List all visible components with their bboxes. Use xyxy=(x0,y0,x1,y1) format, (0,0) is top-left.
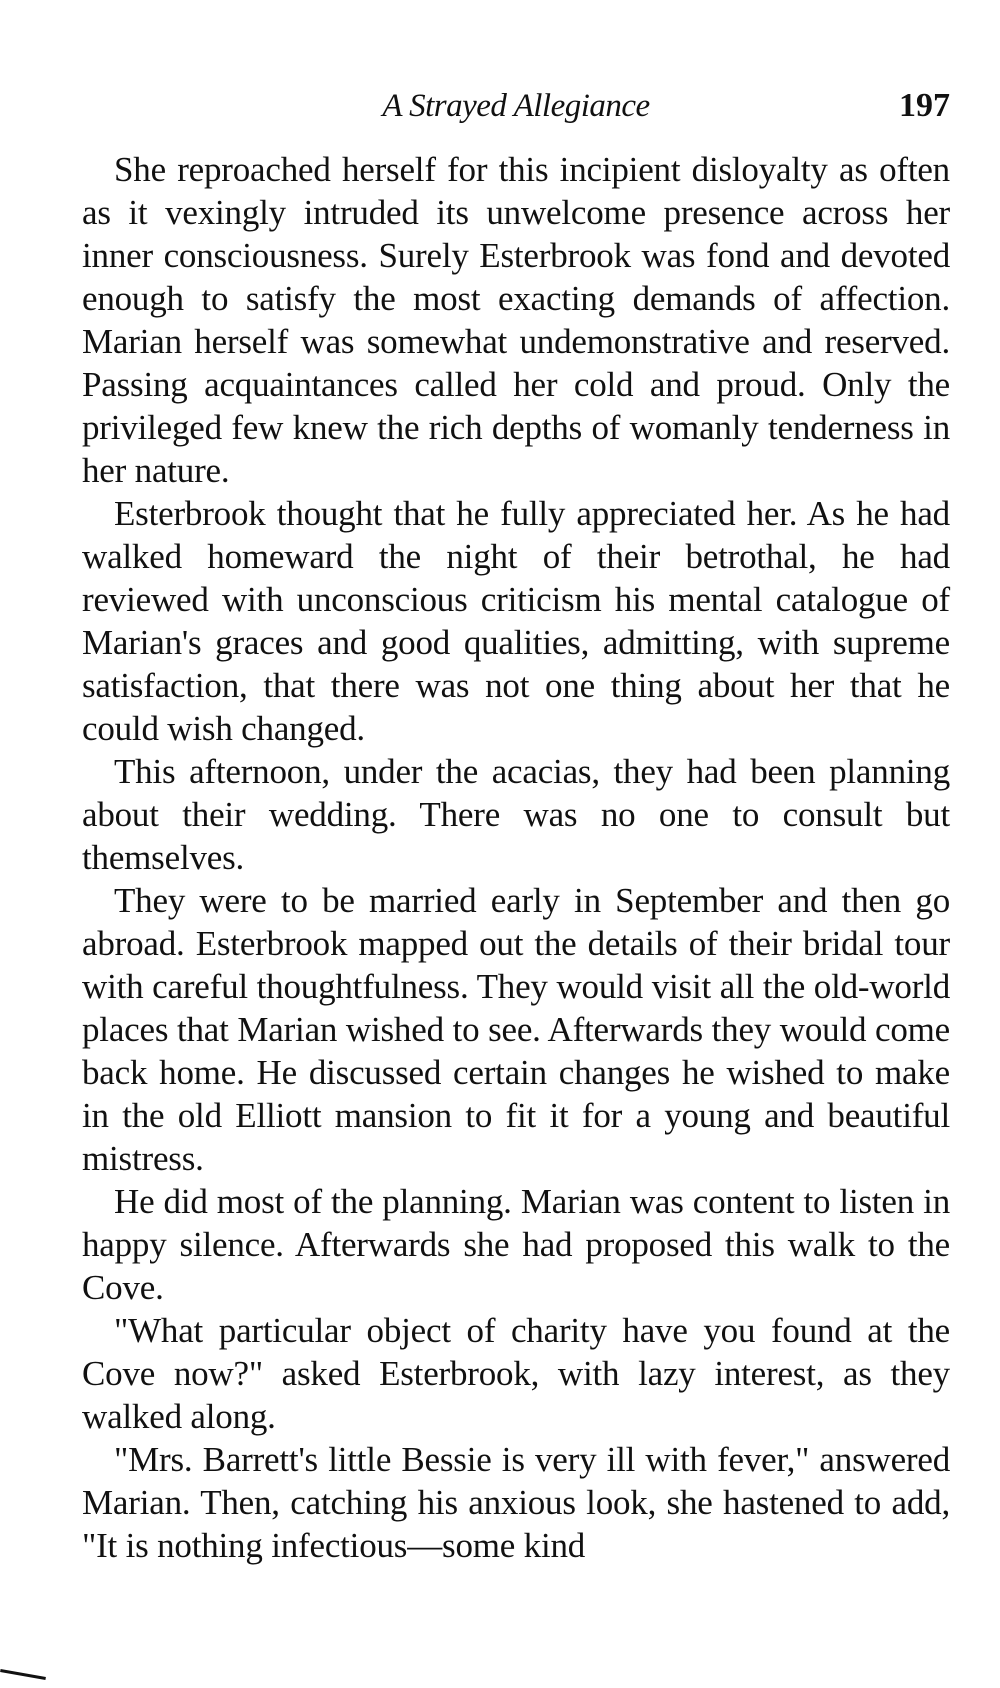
running-head xyxy=(82,82,950,130)
page-number: 197 xyxy=(899,87,950,124)
paragraph: "What particular object of charity have you found at the Cove now?" asked Esterbrook, with lazy interest, as they walked along. xyxy=(82,1311,950,1436)
paragraph: Esterbrook thought that he fully appreciated her. As he had walked homeward the night of their betrothal, he had reviewed with unconscious criticism his mental catalogue of Marian's graces and good qualities, admitting, with supreme satisfaction, that there was not one thing about her that he could wish changed. xyxy=(82,494,950,748)
paragraph: "Mrs. Barrett's little Bessie is very ill with fever," answered Marian. Then, catching his anxious look, she hastened to add, "It is nothing infectious—some kind xyxy=(82,1440,950,1565)
paragraph: They were to be married early in September and then go abroad. Esterbrook mapped out the details of their bridal tour with careful thoughtfulness. They would visit all the old-world places that Marian wished to see. Afterwards they would come back home. He discussed certain changes he wished to make in the old Elliott mansion to fit it for a young and beautiful mistress. xyxy=(82,881,950,1178)
paragraph: This afternoon, under the acacias, they had been planning about their wedding. There was no one to consult but themselves. xyxy=(82,752,950,877)
scan-edge-mark xyxy=(0,1669,46,1680)
running-title: A Strayed Allegiance xyxy=(382,88,650,124)
body-text xyxy=(82,148,950,1567)
paragraph: He did most of the planning. Marian was content to listen in happy silence. Afterwards she had proposed this walk to the Cove. xyxy=(82,1182,950,1307)
paragraph: She reproached herself for this incipient disloyalty as often as it vexingly intruded its unwelcome presence across her inner consciousness. Surely Esterbrook was fond and devoted enough to satisfy the most exacting demands of affection. Marian herself was somewhat undemonstrative and reserved. Passing acquaintances called her cold and proud. Only the privileged few knew the rich depths of womanly tenderness in her nature. xyxy=(82,150,950,490)
